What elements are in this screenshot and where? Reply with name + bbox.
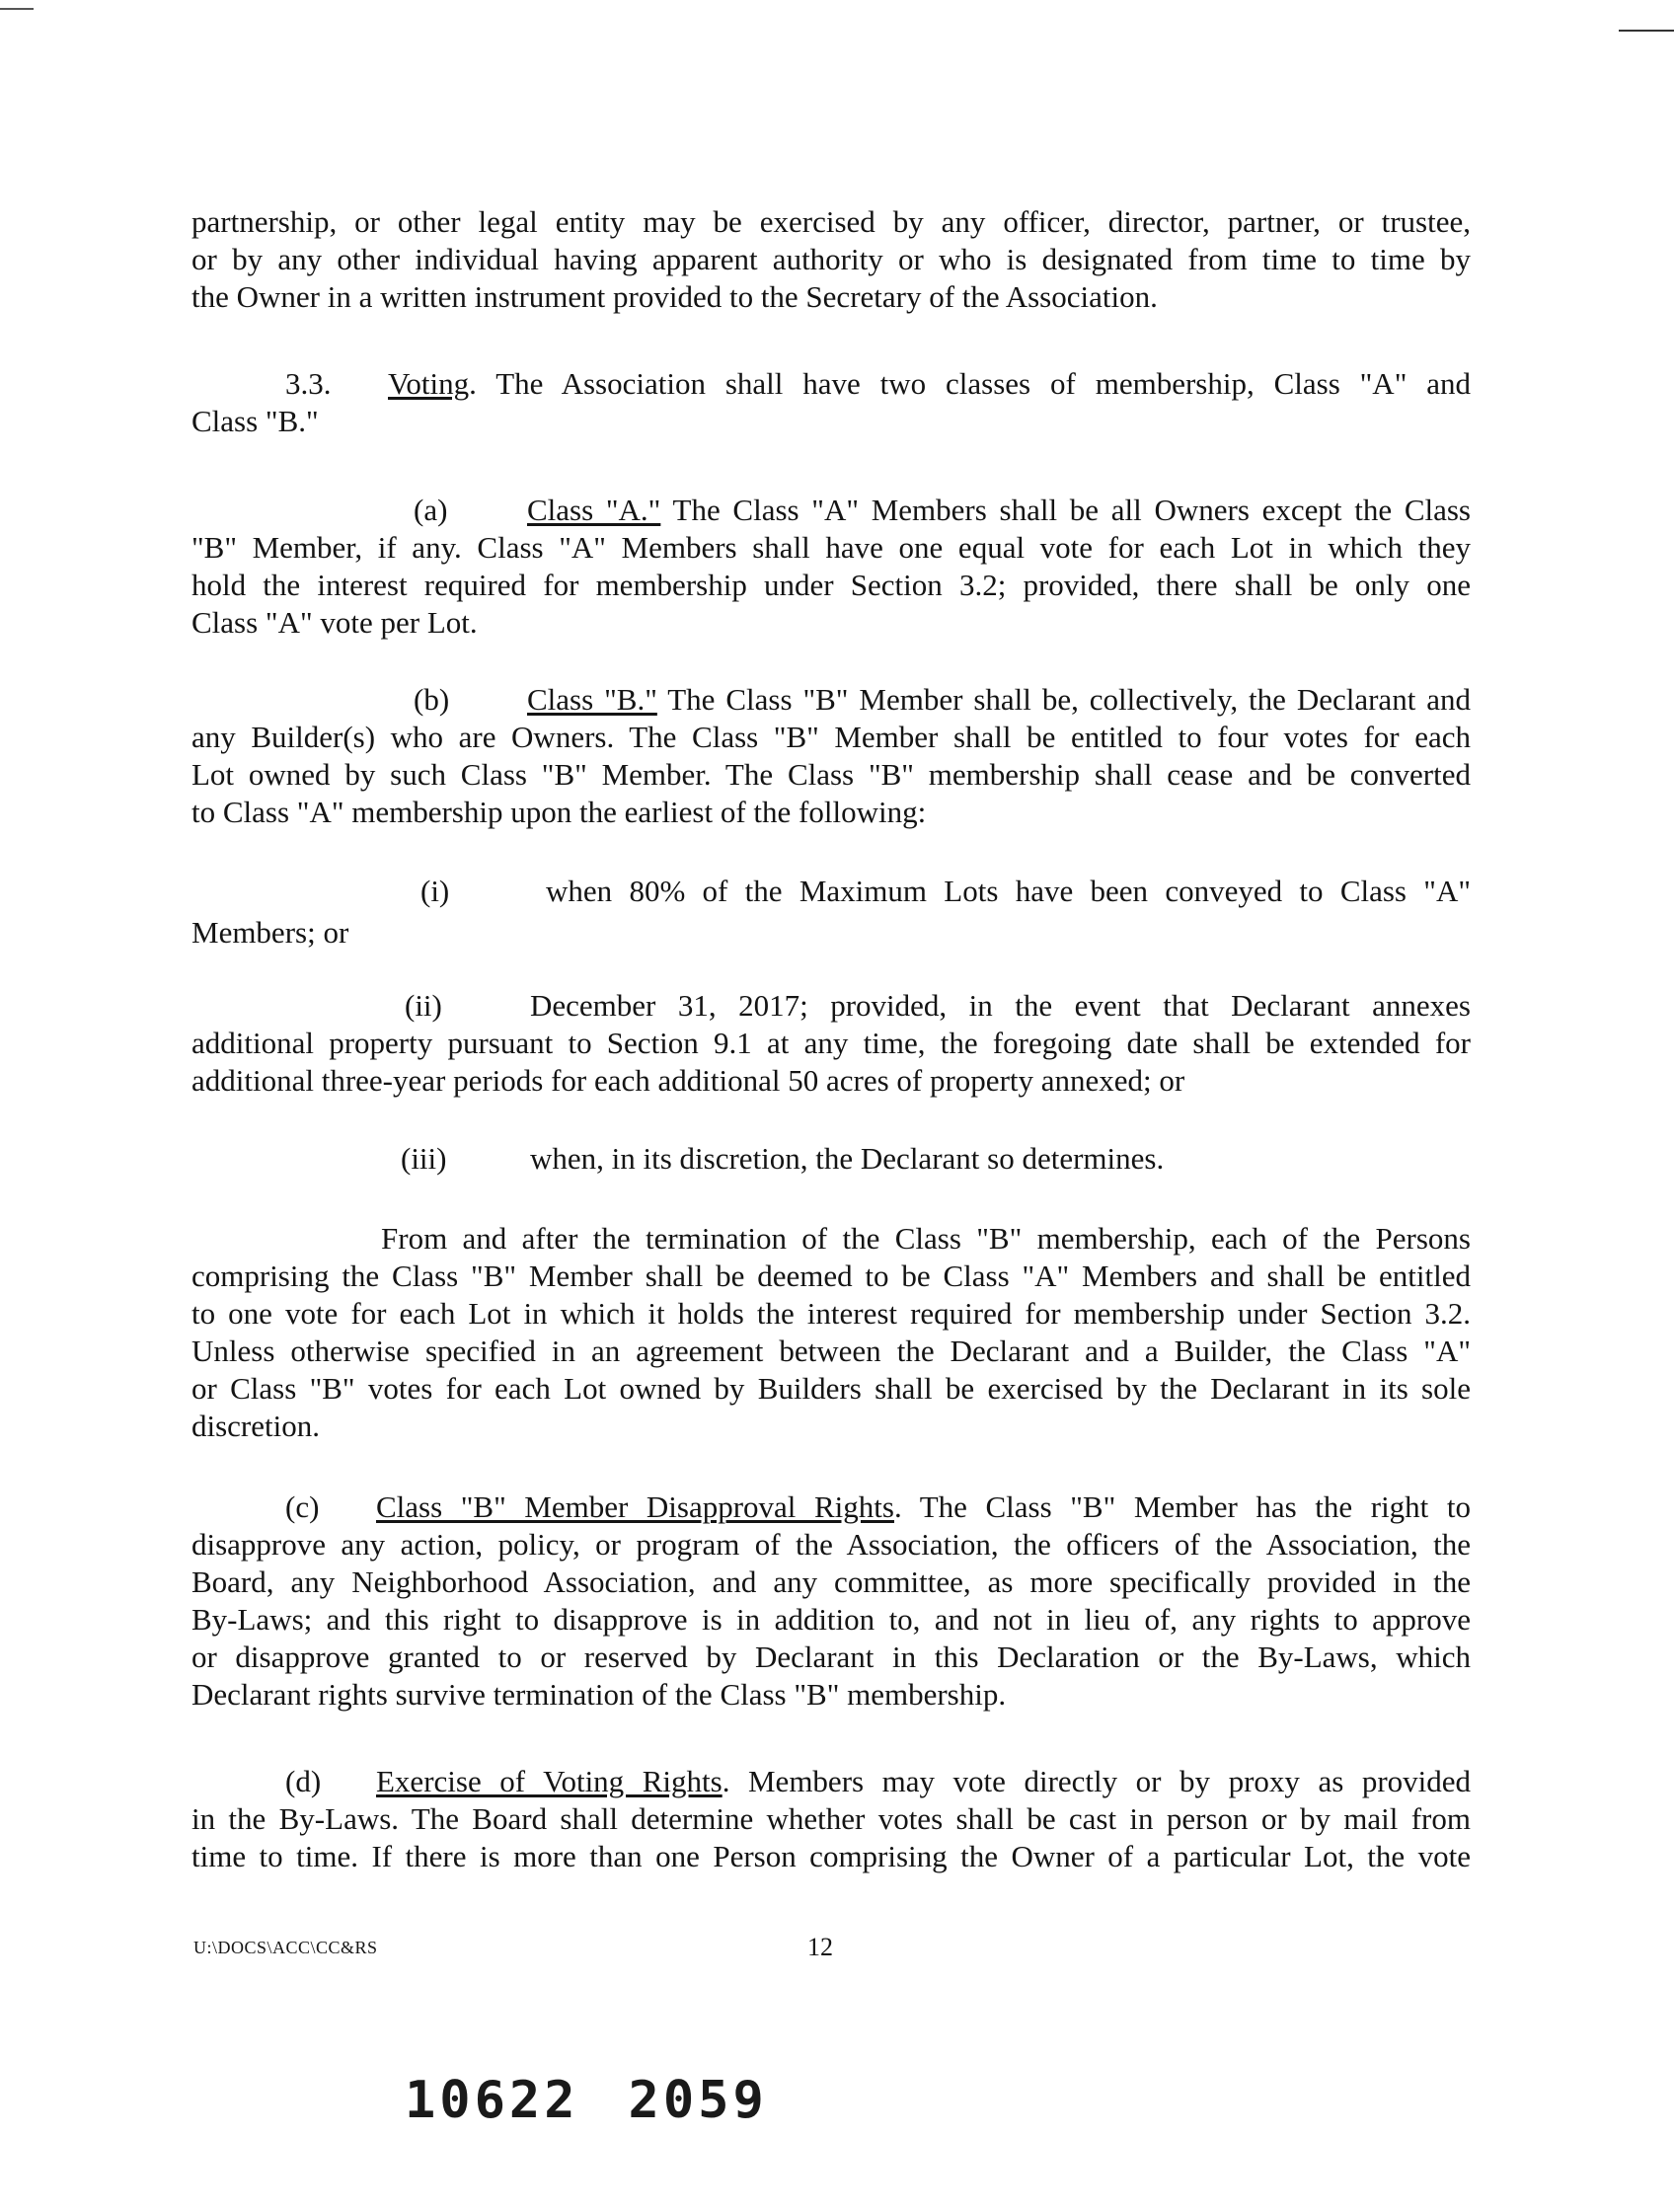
subsection-number: (a)	[414, 493, 448, 527]
text-line: or disapprove granted to or reserved by Declarant in this Declaration or the By-Laws, which	[191, 1640, 1471, 1674]
section-text: . The Association shall have two classes of membership, Class "A" and	[469, 366, 1471, 401]
text-line: or by any other individual having apparent authority or who is designated from time to time by	[191, 242, 1471, 276]
text-line	[191, 1220, 1471, 1258]
recording-stamp	[405, 2071, 768, 2130]
item-text: when 80% of the Maximum Lots have been conveyed to Class "A"	[546, 874, 1471, 908]
item-number: (iii)	[401, 1141, 447, 1176]
text-line: partnership, or other legal entity may be exercised by any officer, director, partner, or trustee,	[191, 204, 1471, 239]
subsection-heading: Class "A."	[527, 493, 661, 527]
paragraph-after-termination	[191, 1220, 1471, 1445]
paragraph-text: From and after the termination of the Class "B" membership, each of the Persons	[381, 1221, 1471, 1256]
subsection-number: (b)	[414, 682, 450, 717]
page-number: 12	[807, 1933, 833, 1961]
text-line: additional three-year periods for each additional 50 acres of property annexed; or	[191, 1063, 1185, 1098]
text-line: "B" Member, if any. Class "A" Members shall have one equal vote for each Lot in which they	[191, 530, 1471, 565]
section-number: 3.3.	[285, 366, 332, 401]
stamp-volume: 10622	[405, 2071, 579, 2130]
text-line: Members; or	[191, 915, 349, 950]
scan-edge-mark	[1619, 30, 1674, 32]
text-line: hold the interest required for membership under Section 3.2; provided, there shall be only one	[191, 568, 1471, 602]
text-line	[191, 492, 1471, 529]
item-iii	[191, 1140, 1471, 1178]
section-heading: Voting	[388, 366, 470, 401]
text-line: Lot owned by such Class "B" Member. The Class "B" membership shall cease and be converted	[191, 757, 1471, 792]
text-line: Board, any Neighborhood Association, and any committee, as more specifically provided in the	[191, 1564, 1471, 1599]
text-line: the Owner in a written instrument provided to the Secretary of the Association.	[191, 279, 1158, 314]
text-line: additional property pursuant to Section 9.1 at any time, the foregoing date shall be extended for	[191, 1026, 1471, 1060]
text-line: to Class "A" membership upon the earliest of the following:	[191, 795, 927, 829]
text-line: disapprove any action, policy, or program of the Association, the officers of the Association, the	[191, 1527, 1471, 1562]
subsection-number: (d)	[285, 1764, 322, 1798]
text-line	[191, 987, 1471, 1025]
subsection-text: The Class "A" Members shall be all Owners except the Class	[660, 493, 1471, 527]
subsection-heading: Class "B" Member Disapproval Rights	[376, 1489, 894, 1524]
item-i	[191, 873, 1471, 952]
scan-edge-mark	[0, 8, 34, 10]
text-line	[191, 873, 1471, 910]
item-number: (ii)	[405, 988, 442, 1023]
subsection-heading: Exercise of Voting Rights	[376, 1764, 723, 1798]
text-line	[191, 1488, 1471, 1526]
subsection-number: (c)	[285, 1489, 320, 1524]
subsection-b-class-b	[191, 681, 1471, 831]
text-line: comprising the Class "B" Member shall be deemed to be Class "A" Members and shall be entitled	[191, 1259, 1471, 1293]
text-line: By-Laws; and this right to disapprove is in addition to, and not in lieu of, any rights to approve	[191, 1602, 1471, 1637]
text-line: to one vote for each Lot in which it holds the interest required for membership under Section 3.2.	[191, 1296, 1471, 1331]
text-line: any Builder(s) who are Owners. The Class "B" Member shall be entitled to four votes for each	[191, 720, 1471, 754]
subsection-text: . Members may vote directly or by proxy as provided	[722, 1764, 1472, 1798]
item-number: (i)	[420, 874, 450, 908]
subsection-c-disapproval-rights	[191, 1488, 1471, 1714]
subsection-d-exercise-voting-rights	[191, 1763, 1471, 1875]
text-line	[191, 1140, 1471, 1178]
subsection-text: The Class "B" Member shall be, collectively, the Declarant and	[656, 682, 1471, 717]
subsection-a-class-a	[191, 492, 1471, 642]
text-line: time to time. If there is more than one Person comprising the Owner of a particular Lot, the vote	[191, 1839, 1471, 1873]
text-line: discretion.	[191, 1409, 320, 1443]
paragraph-continuation	[191, 203, 1471, 316]
subsection-heading: Class "B."	[527, 682, 657, 717]
text-line: in the By-Laws. The Board shall determine whether votes shall be cast in person or by mail from	[191, 1801, 1471, 1836]
footer-file-path: U:\DOCS\ACC\CC&RS	[193, 1938, 378, 1957]
item-text: December 31, 2017; provided, in the event that Declarant annexes	[530, 988, 1471, 1023]
item-text: when, in its discretion, the Declarant so determines.	[530, 1141, 1165, 1176]
text-line: Class "A" vote per Lot.	[191, 605, 478, 640]
subsection-text: . The Class "B" Member has the right to	[893, 1489, 1471, 1524]
section-3-3-voting	[191, 365, 1471, 440]
text-line	[191, 681, 1471, 719]
text-line	[191, 365, 1471, 403]
text-line: or Class "B" votes for each Lot owned by Builders shall be exercised by the Declarant in its sole	[191, 1371, 1471, 1406]
text-line: Class "B."	[191, 404, 319, 438]
text-line: Declarant rights survive termination of the Class "B" membership.	[191, 1677, 1007, 1712]
text-line: Unless otherwise specified in an agreement between the Declarant and a Builder, the Class "A"	[191, 1334, 1471, 1368]
text-line	[191, 1763, 1471, 1800]
stamp-page: 2059	[628, 2071, 768, 2130]
item-ii	[191, 987, 1471, 1100]
